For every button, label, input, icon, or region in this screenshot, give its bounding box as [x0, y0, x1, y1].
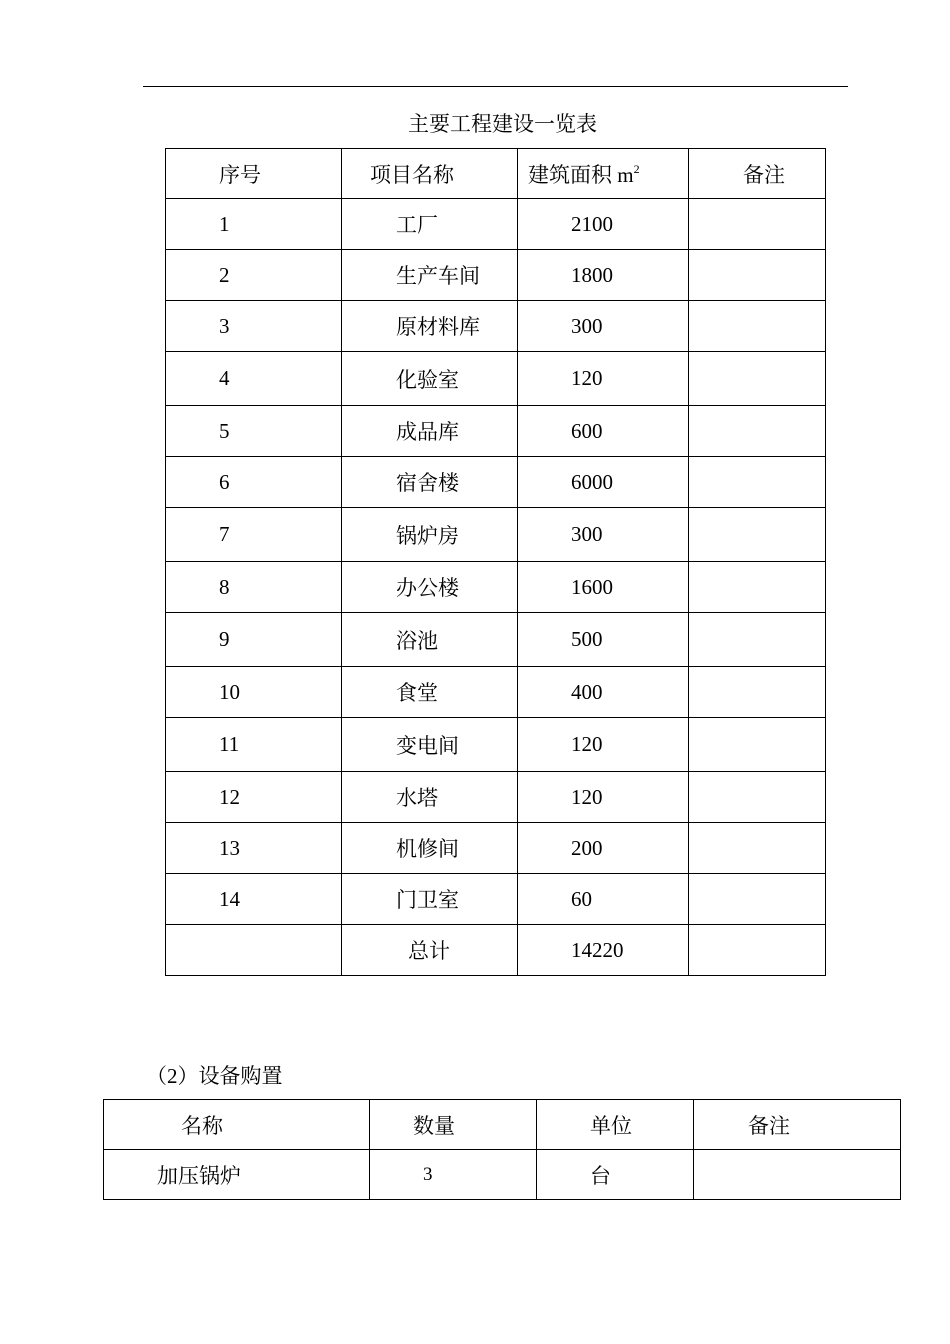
table-row [166, 772, 826, 823]
cell-seq: 11 [166, 718, 342, 772]
cell-seq: 6 [166, 457, 342, 508]
cell-name: 工厂 [342, 199, 518, 250]
equipment-note [694, 1150, 901, 1200]
cell-name: 宿舍楼 [342, 457, 518, 508]
cell-note [689, 874, 826, 925]
equipment-header-qty: 数量 [370, 1100, 537, 1150]
cell-seq: 8 [166, 562, 342, 613]
cell-area: 400 [518, 667, 689, 718]
cell-area: 2100 [518, 199, 689, 250]
cell-name: 原材料库 [342, 301, 518, 352]
cell-note [689, 250, 826, 301]
table-row [166, 613, 826, 667]
equipment-header-name: 名称 [104, 1100, 370, 1150]
header-note: 备注 [689, 149, 826, 199]
cell-note [689, 772, 826, 823]
table-row [166, 406, 826, 457]
cell-name: 变电间 [342, 718, 518, 772]
header-area [518, 149, 689, 199]
cell-note [689, 406, 826, 457]
cell-note [689, 457, 826, 508]
table-row [166, 508, 826, 562]
cell-area: 6000 [518, 457, 689, 508]
cell-area: 500 [518, 613, 689, 667]
equipment-row [104, 1150, 901, 1200]
cell-area: 200 [518, 823, 689, 874]
header-area-sup: 2 [633, 161, 640, 176]
cell-seq: 2 [166, 250, 342, 301]
cell-area: 1600 [518, 562, 689, 613]
equipment-header-row [104, 1100, 901, 1150]
table-title: 主要工程建设一览表 [408, 112, 597, 136]
cell-note [689, 718, 826, 772]
header-name: 项目名称 [342, 149, 518, 199]
cell-note [689, 823, 826, 874]
cell-seq: 12 [166, 772, 342, 823]
equipment-name: 加压锅炉 [104, 1150, 370, 1200]
cell-seq: 4 [166, 352, 342, 406]
total-note [689, 925, 826, 976]
total-area: 14220 [518, 925, 689, 976]
cell-note [689, 613, 826, 667]
cell-area: 1800 [518, 250, 689, 301]
equipment-header-unit: 单位 [537, 1100, 694, 1150]
total-row [166, 925, 826, 976]
cell-seq: 9 [166, 613, 342, 667]
cell-note [689, 667, 826, 718]
cell-name: 化验室 [342, 352, 518, 406]
table-row [166, 823, 826, 874]
cell-seq: 7 [166, 508, 342, 562]
table-row [166, 301, 826, 352]
equipment-table [103, 1099, 901, 1200]
cell-note [689, 562, 826, 613]
table-row [166, 352, 826, 406]
cell-area: 300 [518, 508, 689, 562]
cell-name: 水塔 [342, 772, 518, 823]
cell-note [689, 301, 826, 352]
header-seq: 序号 [166, 149, 342, 199]
cell-seq: 10 [166, 667, 342, 718]
equipment-unit: 台 [537, 1150, 694, 1200]
cell-area: 120 [518, 352, 689, 406]
cell-name: 门卫室 [342, 874, 518, 925]
table-header-row [166, 149, 826, 199]
cell-note [689, 508, 826, 562]
cell-seq: 5 [166, 406, 342, 457]
header-area-label: 建筑面积 m [528, 162, 634, 187]
equipment-header-note: 备注 [694, 1100, 901, 1150]
table-row [166, 199, 826, 250]
cell-name: 办公楼 [342, 562, 518, 613]
header-rule [143, 86, 848, 87]
cell-seq: 13 [166, 823, 342, 874]
total-seq [166, 925, 342, 976]
cell-seq: 14 [166, 874, 342, 925]
equipment-qty: 3 [370, 1150, 537, 1200]
table-row [166, 457, 826, 508]
cell-seq: 1 [166, 199, 342, 250]
cell-name: 机修间 [342, 823, 518, 874]
cell-name: 成品库 [342, 406, 518, 457]
cell-note [689, 199, 826, 250]
cell-name: 生产车间 [342, 250, 518, 301]
table-row [166, 718, 826, 772]
total-name: 总计 [342, 925, 518, 976]
table-row [166, 562, 826, 613]
cell-area: 60 [518, 874, 689, 925]
main-project-table [165, 148, 826, 976]
cell-area: 600 [518, 406, 689, 457]
table-row [166, 667, 826, 718]
cell-name: 浴池 [342, 613, 518, 667]
cell-seq: 3 [166, 301, 342, 352]
cell-name: 锅炉房 [342, 508, 518, 562]
table-row [166, 250, 826, 301]
table-row [166, 874, 826, 925]
section-heading: （2）设备购置 [146, 1064, 283, 1088]
cell-note [689, 352, 826, 406]
cell-area: 120 [518, 718, 689, 772]
cell-name: 食堂 [342, 667, 518, 718]
cell-area: 300 [518, 301, 689, 352]
cell-area: 120 [518, 772, 689, 823]
